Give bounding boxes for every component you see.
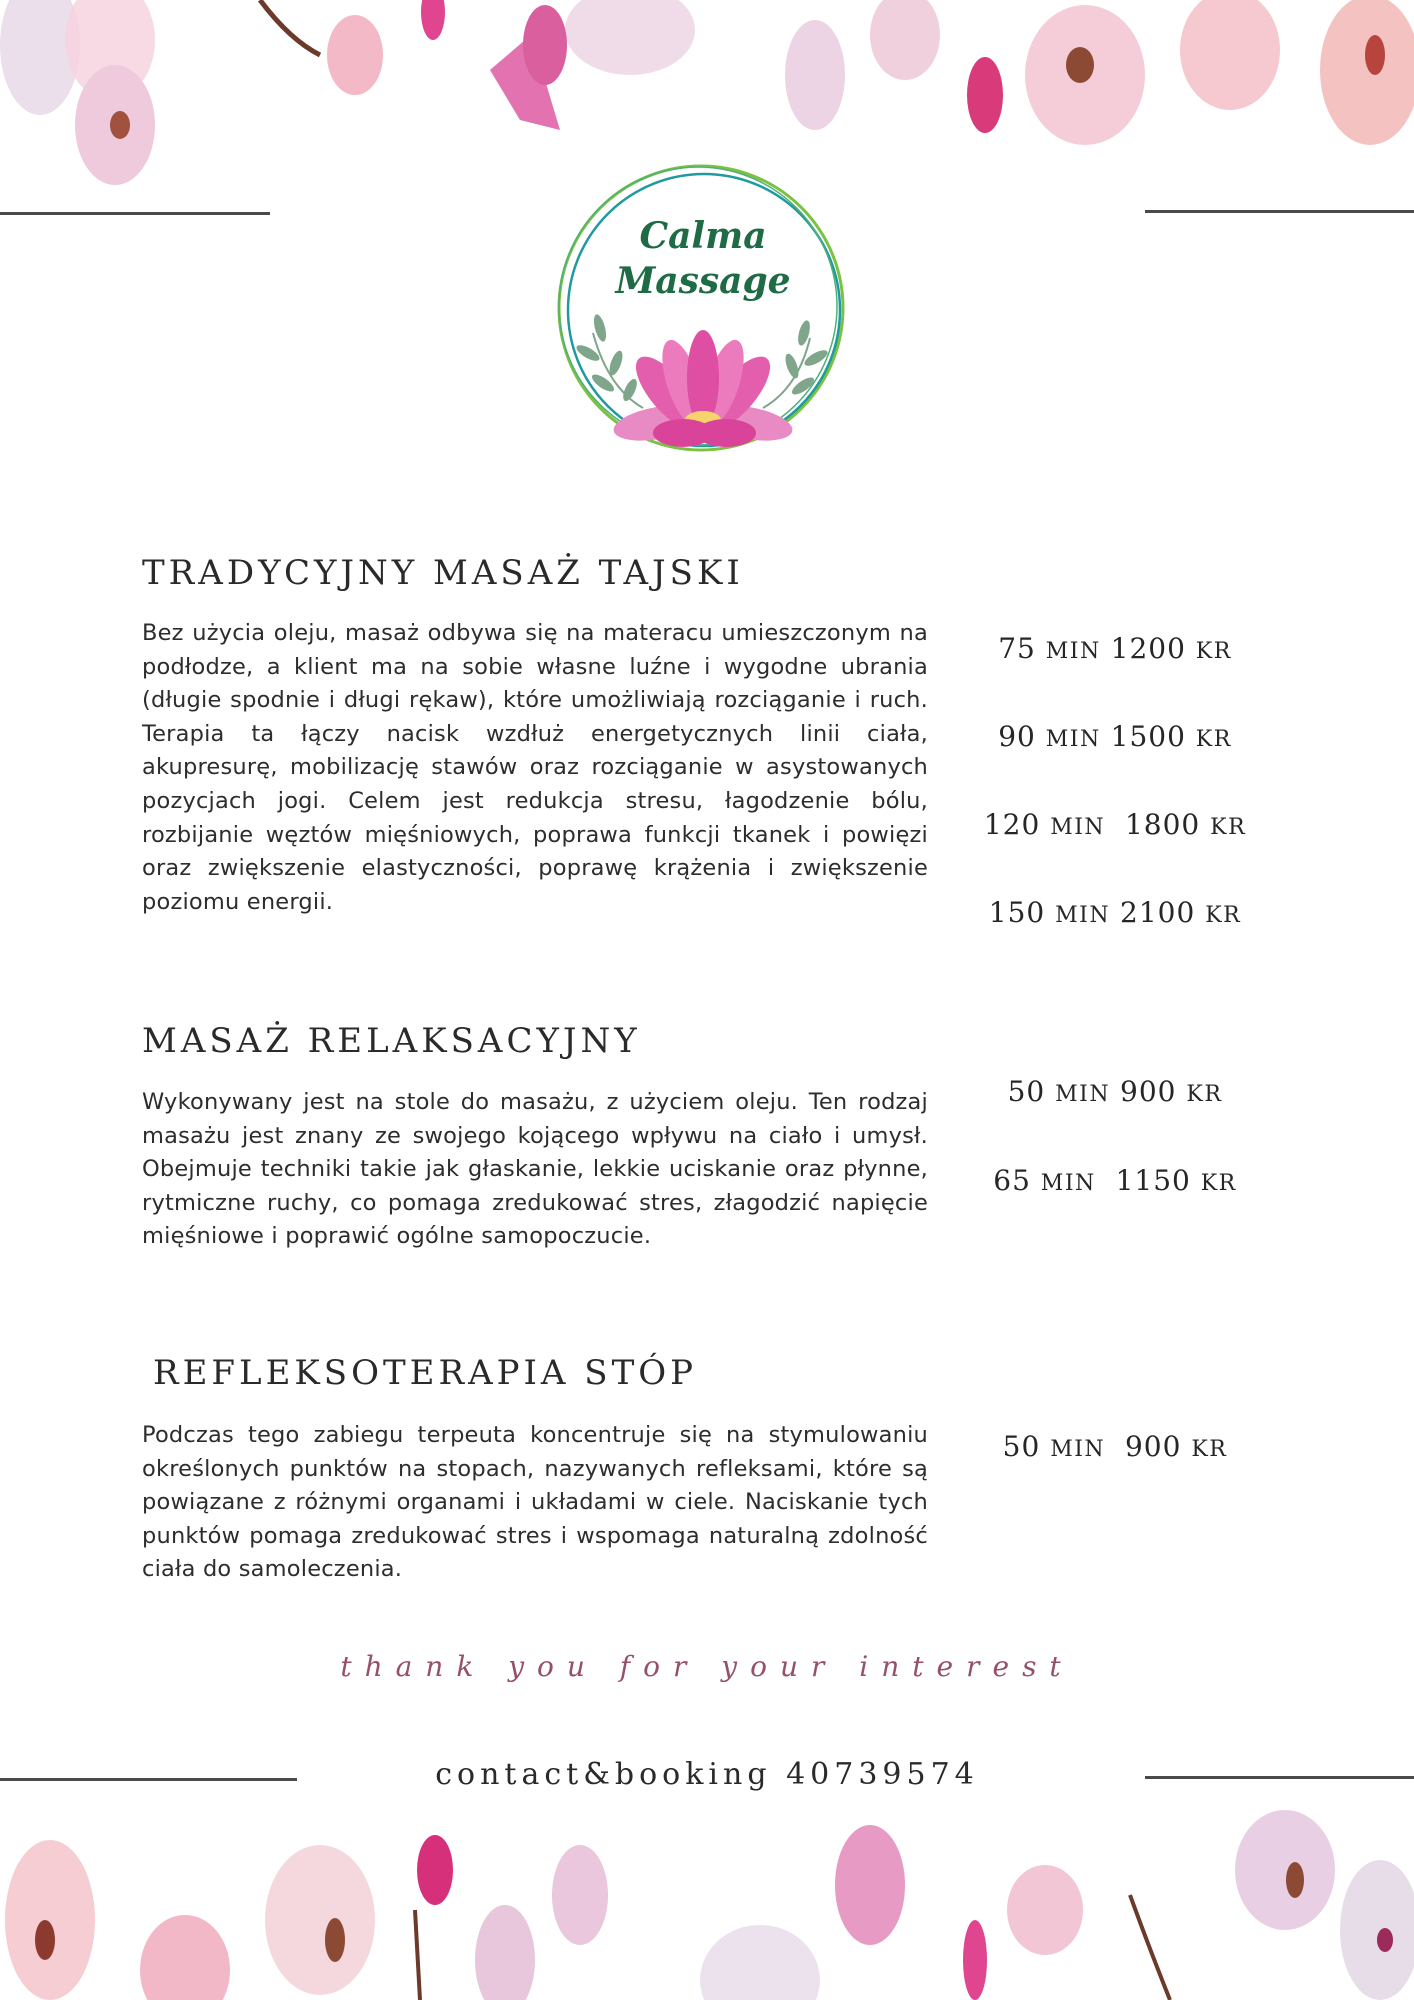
logo-text-calma: Calma (639, 215, 767, 257)
service-title-foot-reflexology: REFLEKSOTERAPIA STÓP (153, 1353, 698, 1393)
price-row: 120 MIN 1800 KR (983, 808, 1247, 841)
price-row: 50 MIN 900 KR (1007, 1075, 1223, 1108)
thank-you-message: thank you for your interest (340, 1650, 1074, 1683)
price-row: 65 MIN 1150 KR (993, 1164, 1237, 1197)
price-row: 90 MIN 1500 KR (998, 720, 1232, 753)
lotus-flower-icon (611, 330, 795, 447)
calma-massage-logo (548, 158, 858, 473)
floral-border-bottom (0, 1800, 1414, 2000)
service-title-thai-massage: TRADYCYJNY MASAŻ TAJSKI (142, 553, 744, 593)
magnolia-bud-icon (327, 0, 445, 95)
magnolia-flower-icon (785, 0, 1414, 145)
magnolia-flower-icon (490, 0, 695, 130)
divider-line-top-left (0, 212, 270, 215)
logo-text-massage: Massage (615, 260, 791, 302)
service-description-thai-massage: Bez użycia oleju, masaż odbywa się na materacu umieszczonym na podłodze, a klient ma na sobie własne luźne i wygodne ubrania (długie spodnie i długi rękaw), które umożliwiają rozciąganie i ruch. Terapia ta łączy nacisk wzdłuż energetycznych linii ciała, akupresurę, mobilizację stawów oraz rozciąganie w asystowanych pozycjach jogi. Celem jest redukcja stresu, łagodzenie bólu, rozbijanie węztów mięśniowych, poprawa funkcji tkanek i powięzi oraz zwiększenie elastyczności, poprawę krążenia i zwiększenie poziomu energii. (142, 620, 928, 915)
price-row: 75 MIN 1200 KR (998, 632, 1232, 665)
magnolia-flower-icon (475, 1810, 1414, 2000)
price-row: 150 MIN 2100 KR (988, 896, 1242, 929)
contact-booking-phone: contact&booking 40739574 (435, 1757, 979, 1792)
service-description-relaxing-massage: Wykonywany jest na stole do masażu, z użyciem oleju. Ten rodzaj masażu jest znany ze swojego kojącego wpływu na ciało i umysł. Obejmuje techniki takie jak głaskanie, lekkie uciskanie oraz płynne, rytmiczne ruchy, co pomaga zredukować stres, złagodzić napięcie mięśniowe i poprawić ogólne samopoczucie. (142, 1089, 928, 1250)
branch-icon (260, 0, 320, 55)
branch-icon (1130, 1895, 1170, 2000)
service-title-relaxing-massage: MASAŻ RELAKSACYJNY (142, 1021, 641, 1061)
divider-line-top-right (1145, 210, 1414, 213)
service-description-foot-reflexology: Podczas tego zabiegu terpeuta koncentruje się na stymulowaniu określonych punktów na stopach, nazywanych refleksami, które są powiązane z różnymi organami i układami w ciele. Naciskanie tych punktów pomaga zredukować stres i wspomaga naturalną zdolność ciała do samoleczenia. (142, 1422, 928, 1583)
price-row: 50 MIN 900 KR (1002, 1430, 1228, 1463)
magnolia-flower-icon (0, 0, 155, 185)
branch-icon (415, 1910, 420, 2000)
magnolia-flower-icon (5, 1835, 453, 2000)
